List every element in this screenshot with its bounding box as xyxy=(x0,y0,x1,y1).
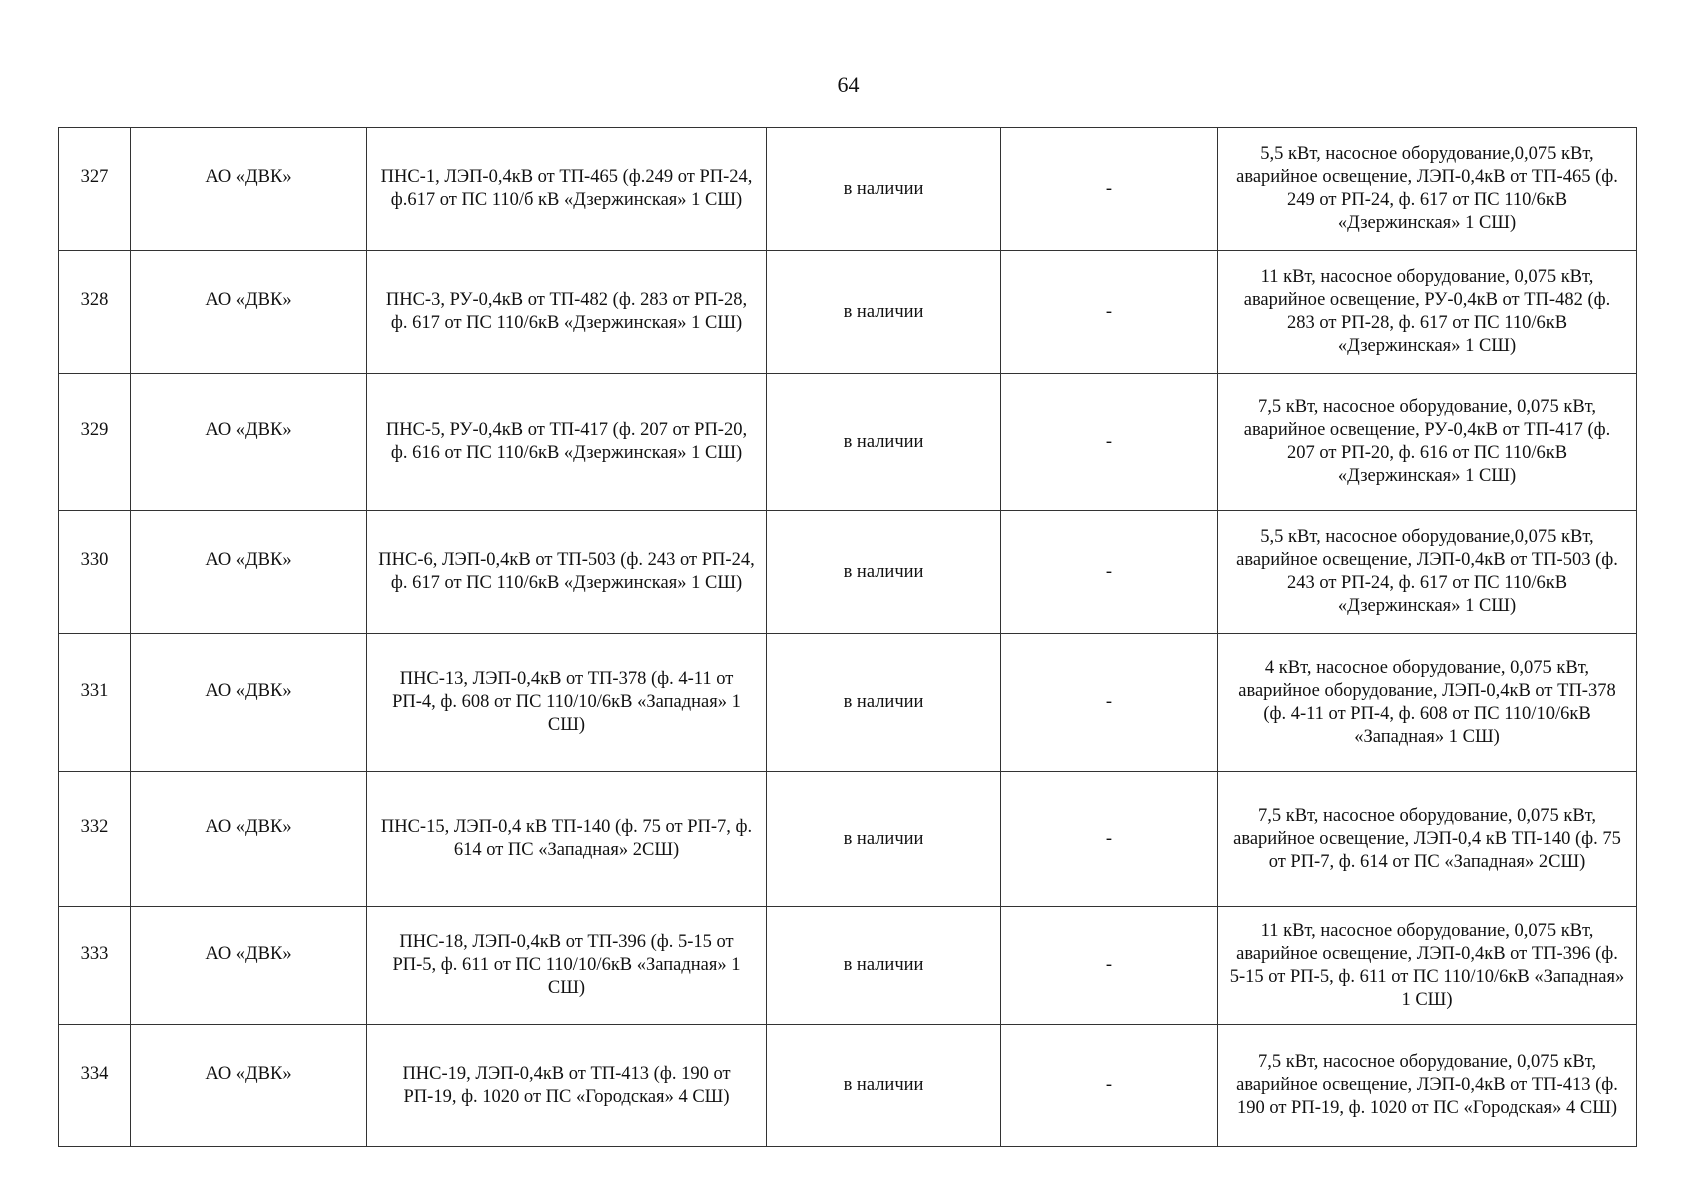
dash-cell: - xyxy=(1001,374,1218,511)
power-cell: 7,5 кВт, насосное оборудование, 0,075 кВт, аварийное освещение, ЛЭП-0,4 кВ ТП-140 (ф. 75 от РП-7, ф. 614 от ПС «Западная» 2СШ) xyxy=(1218,772,1637,907)
dash-cell: - xyxy=(1001,907,1218,1025)
object-cell: ПНС-6, ЛЭП-0,4кВ от ТП-503 (ф. 243 от РП-24, ф. 617 от ПС 110/6кВ «Дзержинская» 1 СШ) xyxy=(367,511,767,634)
table-row xyxy=(59,772,1637,907)
table-row xyxy=(59,374,1637,511)
row-number: 333 xyxy=(59,907,131,1025)
power-supply-table xyxy=(58,127,1637,1147)
object-cell: ПНС-18, ЛЭП-0,4кВ от ТП-396 (ф. 5-15 от РП-5, ф. 611 от ПС 110/10/6кВ «Западная» 1 СШ) xyxy=(367,907,767,1025)
power-cell: 5,5 кВт, насосное оборудование,0,075 кВт, аварийное освещение, ЛЭП-0,4кВ от ТП-465 (ф. 249 от РП-24, ф. 617 от ПС 110/6кВ «Дзержинская» 1 СШ) xyxy=(1218,128,1637,251)
power-cell: 7,5 кВт, насосное оборудование, 0,075 кВт, аварийное освещение, РУ-0,4кВ от ТП-417 (ф. 207 от РП-20, ф. 616 от ПС 110/6кВ «Дзержинская» 1 СШ) xyxy=(1218,374,1637,511)
table-row xyxy=(59,251,1637,374)
row-number: 332 xyxy=(59,772,131,907)
power-cell: 4 кВт, насосное оборудование, 0,075 кВт, аварийное оборудование, ЛЭП-0,4кВ от ТП-378 (ф. 4-11 от РП-4, ф. 608 от ПС 110/10/6кВ «Западная» 1 СШ) xyxy=(1218,634,1637,772)
status-cell: в наличии xyxy=(767,374,1001,511)
dash-cell: - xyxy=(1001,1025,1218,1147)
dash-cell: - xyxy=(1001,128,1218,251)
page-number: 64 xyxy=(837,72,860,97)
status-cell: в наличии xyxy=(767,511,1001,634)
row-number: 328 xyxy=(59,251,131,374)
power-cell: 11 кВт, насосное оборудование, 0,075 кВт, аварийное освещение, ЛЭП-0,4кВ от ТП-396 (ф. 5-15 от РП-5, ф. 611 от ПС 110/10/6кВ «Западная» 1 СШ) xyxy=(1218,907,1637,1025)
dash-cell: - xyxy=(1001,511,1218,634)
status-cell: в наличии xyxy=(767,128,1001,251)
object-cell: ПНС-3, РУ-0,4кВ от ТП-482 (ф. 283 от РП-28, ф. 617 от ПС 110/6кВ «Дзержинская» 1 СШ) xyxy=(367,251,767,374)
table-row xyxy=(59,511,1637,634)
row-number: 330 xyxy=(59,511,131,634)
status-cell: в наличии xyxy=(767,1025,1001,1147)
object-cell: ПНС-5, РУ-0,4кВ от ТП-417 (ф. 207 от РП-20, ф. 616 от ПС 110/6кВ «Дзержинская» 1 СШ) xyxy=(367,374,767,511)
status-cell: в наличии xyxy=(767,907,1001,1025)
status-cell: в наличии xyxy=(767,251,1001,374)
organization-cell: АО «ДВК» xyxy=(131,772,367,907)
object-cell: ПНС-19, ЛЭП-0,4кВ от ТП-413 (ф. 190 от РП-19, ф. 1020 от ПС «Городская» 4 СШ) xyxy=(367,1025,767,1147)
status-cell: в наличии xyxy=(767,772,1001,907)
organization-cell: АО «ДВК» xyxy=(131,128,367,251)
power-cell: 5,5 кВт, насосное оборудование,0,075 кВт, аварийное освещение, ЛЭП-0,4кВ от ТП-503 (ф. 243 от РП-24, ф. 617 от ПС 110/6кВ «Дзержинская» 1 СШ) xyxy=(1218,511,1637,634)
row-number: 329 xyxy=(59,374,131,511)
organization-cell: АО «ДВК» xyxy=(131,511,367,634)
power-cell: 11 кВт, насосное оборудование, 0,075 кВт, аварийное освещение, РУ-0,4кВ от ТП-482 (ф. 283 от РП-28, ф. 617 от ПС 110/6кВ «Дзержинская» 1 СШ) xyxy=(1218,251,1637,374)
table-row xyxy=(59,907,1637,1025)
organization-cell: АО «ДВК» xyxy=(131,907,367,1025)
organization-cell: АО «ДВК» xyxy=(131,1025,367,1147)
table-row xyxy=(59,1025,1637,1147)
table-row xyxy=(59,128,1637,251)
status-cell: в наличии xyxy=(767,634,1001,772)
power-cell: 7,5 кВт, насосное оборудование, 0,075 кВт, аварийное освещение, ЛЭП-0,4кВ от ТП-413 (ф. 190 от РП-19, ф. 1020 от ПС «Городская» 4 СШ) xyxy=(1218,1025,1637,1147)
row-number: 327 xyxy=(59,128,131,251)
organization-cell: АО «ДВК» xyxy=(131,251,367,374)
object-cell: ПНС-1, ЛЭП-0,4кВ от ТП-465 (ф.249 от РП-24, ф.617 от ПС 110/б кВ «Дзержинская» 1 СШ) xyxy=(367,128,767,251)
dash-cell: - xyxy=(1001,634,1218,772)
object-cell: ПНС-15, ЛЭП-0,4 кВ ТП-140 (ф. 75 от РП-7, ф. 614 от ПС «Западная» 2СШ) xyxy=(367,772,767,907)
object-cell: ПНС-13, ЛЭП-0,4кВ от ТП-378 (ф. 4-11 от РП-4, ф. 608 от ПС 110/10/6кВ «Западная» 1 СШ) xyxy=(367,634,767,772)
row-number: 334 xyxy=(59,1025,131,1147)
organization-cell: АО «ДВК» xyxy=(131,634,367,772)
table-row xyxy=(59,634,1637,772)
row-number: 331 xyxy=(59,634,131,772)
organization-cell: АО «ДВК» xyxy=(131,374,367,511)
dash-cell: - xyxy=(1001,772,1218,907)
dash-cell: - xyxy=(1001,251,1218,374)
